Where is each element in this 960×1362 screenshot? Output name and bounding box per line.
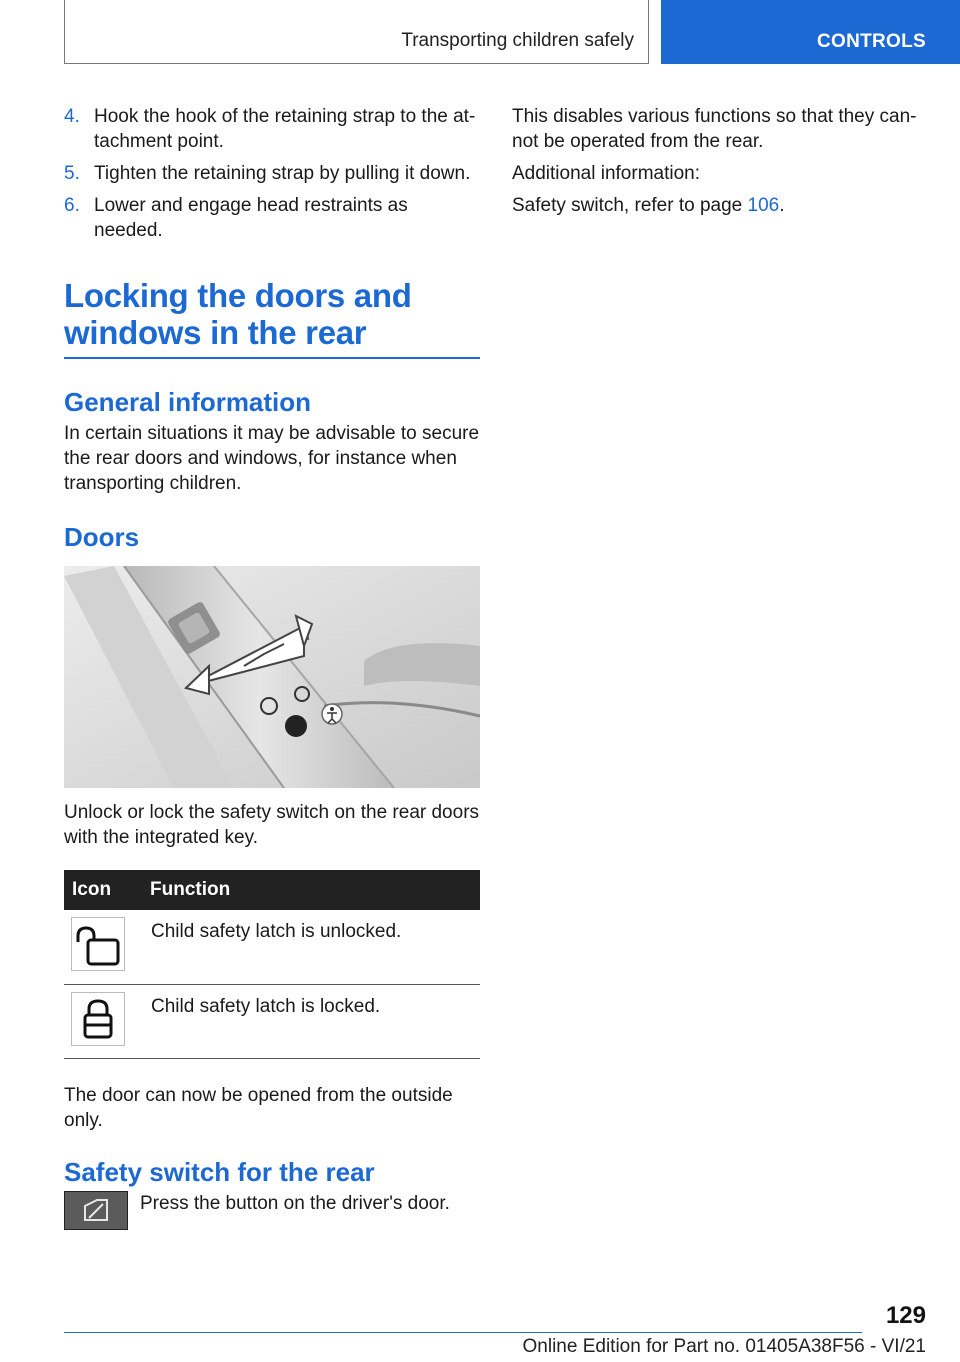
footer-edition: Online Edition for Part no. 01405A38F56 - VI/21 xyxy=(522,1336,926,1357)
step-number: 5. xyxy=(64,163,80,184)
right-column xyxy=(512,104,928,218)
right-paragraph-1: This disables various functions so that they can-not be operated from the rear. xyxy=(512,106,917,152)
header-section-tab[interactable] xyxy=(661,0,960,64)
icon-function-table xyxy=(64,870,480,1059)
table-header-row xyxy=(64,870,480,910)
subsection-heading-general: General information xyxy=(64,387,312,417)
step-number: 4. xyxy=(64,106,80,127)
door-lock-illustration-svg xyxy=(64,566,480,788)
general-text: In certain situations it may be advisable to secure the rear doors and windows, for instance when transporting children. xyxy=(64,423,480,494)
page-number: 129 xyxy=(885,1302,926,1329)
header-section-label: CONTROLS xyxy=(816,31,926,52)
doors-caption: Unlock or lock the safety switch on the rear doors with the integrated key. xyxy=(64,802,480,848)
table-header-icon: Icon xyxy=(64,870,150,910)
step-text: Tighten the retaining strap by pulling it down. xyxy=(94,163,471,184)
header-title-box xyxy=(64,0,649,64)
step-text: Hook the hook of the retaining strap to the at-tachment point. xyxy=(94,106,476,152)
table-cell-function: Child safety latch is unlocked. xyxy=(150,910,480,984)
table-cell-function: Child safety latch is locked. xyxy=(150,984,480,1058)
page-reference-link[interactable]: 106 xyxy=(747,195,780,216)
list-item xyxy=(64,104,480,154)
step-number: 6. xyxy=(64,195,80,216)
window-lock-button-icon xyxy=(64,1191,128,1230)
doors-after-text: The door can now be opened from the outside only. xyxy=(64,1084,453,1131)
header-title: Transporting children safely xyxy=(401,30,634,51)
safety-switch-text: Press the button on the driver's door. xyxy=(140,1192,450,1214)
section-heading: Locking the doors and windows in the rear xyxy=(64,277,480,359)
list-item xyxy=(64,193,480,243)
door-lock-illustration xyxy=(64,566,480,788)
right-paragraph-2: Additional information: xyxy=(512,163,700,184)
subsection-heading-safety-switch: Safety switch for the rear xyxy=(64,1156,375,1187)
table-cell-icon xyxy=(64,984,150,1058)
left-column xyxy=(64,104,480,1230)
table-cell-icon xyxy=(64,910,150,984)
table-row xyxy=(64,984,480,1058)
unlocked-latch-icon xyxy=(71,917,125,971)
list-item xyxy=(64,161,480,186)
reference-suffix: . xyxy=(779,195,785,216)
reference-prefix: Safety switch, refer to page xyxy=(512,195,748,216)
right-paragraph-3 xyxy=(512,193,928,218)
safety-switch-row xyxy=(64,1191,480,1230)
footer-divider xyxy=(64,1332,862,1333)
table-header-function: Function xyxy=(150,870,480,910)
locked-latch-icon xyxy=(71,992,125,1046)
step-text: Lower and engage head restraints as needed. xyxy=(94,195,408,241)
subsection-heading-doors: Doors xyxy=(64,522,140,552)
table-row xyxy=(64,910,480,984)
